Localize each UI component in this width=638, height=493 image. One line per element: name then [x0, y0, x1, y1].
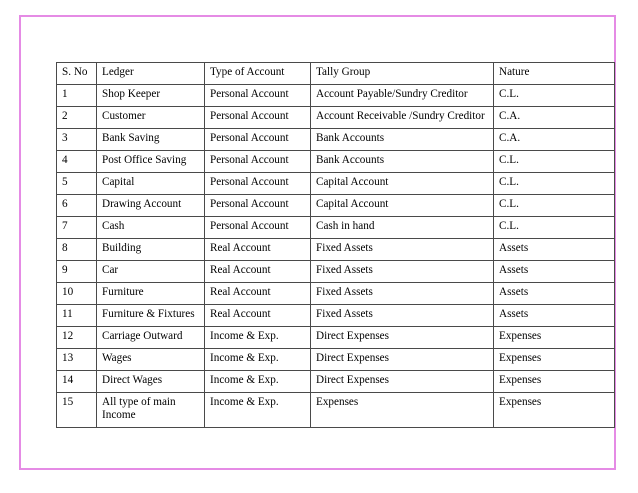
table-row — [57, 305, 615, 327]
cell-type-of-account: Income & Exp. — [205, 371, 311, 393]
table-row — [57, 239, 615, 261]
table-row — [57, 327, 615, 349]
cell-ledger: Car — [97, 261, 205, 283]
cell-tally-group: Expenses — [311, 393, 494, 428]
cell-s-no: 10 — [57, 283, 97, 305]
cell-tally-group: Direct Expenses — [311, 371, 494, 393]
cell-tally-group: Fixed Assets — [311, 305, 494, 327]
cell-tally-group: Fixed Assets — [311, 239, 494, 261]
cell-ledger: Furniture & Fixtures — [97, 305, 205, 327]
cell-s-no: 11 — [57, 305, 97, 327]
cell-nature: C.A. — [494, 129, 615, 151]
cell-nature: Assets — [494, 305, 615, 327]
table-row — [57, 217, 615, 239]
cell-nature: Assets — [494, 239, 615, 261]
cell-tally-group: Direct Expenses — [311, 327, 494, 349]
header-s-no: S. No — [57, 63, 97, 85]
cell-nature: C.L. — [494, 151, 615, 173]
cell-type-of-account: Income & Exp. — [205, 393, 311, 428]
cell-type-of-account: Real Account — [205, 261, 311, 283]
cell-ledger: Direct Wages — [97, 371, 205, 393]
cell-type-of-account: Personal Account — [205, 173, 311, 195]
cell-ledger: Building — [97, 239, 205, 261]
cell-nature: Assets — [494, 283, 615, 305]
cell-ledger: Post Office Saving — [97, 151, 205, 173]
cell-tally-group: Bank Accounts — [311, 151, 494, 173]
cell-tally-group: Account Payable/Sundry Creditor — [311, 85, 494, 107]
cell-ledger: Shop Keeper — [97, 85, 205, 107]
table-row — [57, 393, 615, 428]
table-row — [57, 107, 615, 129]
cell-nature: Expenses — [494, 371, 615, 393]
cell-type-of-account: Income & Exp. — [205, 327, 311, 349]
header-nature: Nature — [494, 63, 615, 85]
cell-tally-group: Fixed Assets — [311, 261, 494, 283]
cell-tally-group: Account Receivable /Sundry Creditor — [311, 107, 494, 129]
cell-type-of-account: Personal Account — [205, 217, 311, 239]
cell-nature: C.L. — [494, 195, 615, 217]
table-row — [57, 349, 615, 371]
table-row — [57, 195, 615, 217]
header-tally-group: Tally Group — [311, 63, 494, 85]
cell-ledger: Drawing Account — [97, 195, 205, 217]
cell-ledger: Furniture — [97, 283, 205, 305]
cell-tally-group: Capital Account — [311, 173, 494, 195]
cell-tally-group: Capital Account — [311, 195, 494, 217]
cell-ledger: Wages — [97, 349, 205, 371]
cell-type-of-account: Income & Exp. — [205, 349, 311, 371]
cell-type-of-account: Personal Account — [205, 85, 311, 107]
cell-tally-group: Bank Accounts — [311, 129, 494, 151]
cell-type-of-account: Personal Account — [205, 195, 311, 217]
cell-s-no: 6 — [57, 195, 97, 217]
cell-s-no: 3 — [57, 129, 97, 151]
cell-s-no: 9 — [57, 261, 97, 283]
cell-type-of-account: Real Account — [205, 239, 311, 261]
cell-s-no: 15 — [57, 393, 97, 428]
table-header-row — [57, 63, 615, 85]
cell-nature: Expenses — [494, 393, 615, 428]
cell-s-no: 8 — [57, 239, 97, 261]
cell-s-no: 7 — [57, 217, 97, 239]
cell-nature: Assets — [494, 261, 615, 283]
cell-s-no: 2 — [57, 107, 97, 129]
cell-s-no: 5 — [57, 173, 97, 195]
cell-ledger: Cash — [97, 217, 205, 239]
cell-nature: Expenses — [494, 327, 615, 349]
ledger-table — [56, 62, 615, 428]
cell-ledger: Customer — [97, 107, 205, 129]
table-row — [57, 261, 615, 283]
cell-type-of-account: Real Account — [205, 305, 311, 327]
cell-ledger: Capital — [97, 173, 205, 195]
table-row — [57, 371, 615, 393]
cell-type-of-account: Personal Account — [205, 151, 311, 173]
cell-tally-group: Cash in hand — [311, 217, 494, 239]
table-row — [57, 85, 615, 107]
header-ledger: Ledger — [97, 63, 205, 85]
cell-tally-group: Fixed Assets — [311, 283, 494, 305]
cell-ledger: Carriage Outward — [97, 327, 205, 349]
header-type-of-account: Type of Account — [205, 63, 311, 85]
cell-nature: C.A. — [494, 107, 615, 129]
cell-type-of-account: Real Account — [205, 283, 311, 305]
cell-s-no: 1 — [57, 85, 97, 107]
table-row — [57, 283, 615, 305]
cell-s-no: 13 — [57, 349, 97, 371]
table-row — [57, 173, 615, 195]
table-row — [57, 129, 615, 151]
cell-nature: Expenses — [494, 349, 615, 371]
cell-s-no: 14 — [57, 371, 97, 393]
cell-tally-group: Direct Expenses — [311, 349, 494, 371]
cell-nature: C.L. — [494, 217, 615, 239]
cell-type-of-account: Personal Account — [205, 129, 311, 151]
slide-frame — [19, 15, 616, 470]
cell-s-no: 12 — [57, 327, 97, 349]
cell-nature: C.L. — [494, 85, 615, 107]
cell-nature: C.L. — [494, 173, 615, 195]
cell-type-of-account: Personal Account — [205, 107, 311, 129]
cell-ledger: All type of main Income — [97, 393, 205, 428]
table-row — [57, 151, 615, 173]
cell-s-no: 4 — [57, 151, 97, 173]
cell-ledger: Bank Saving — [97, 129, 205, 151]
